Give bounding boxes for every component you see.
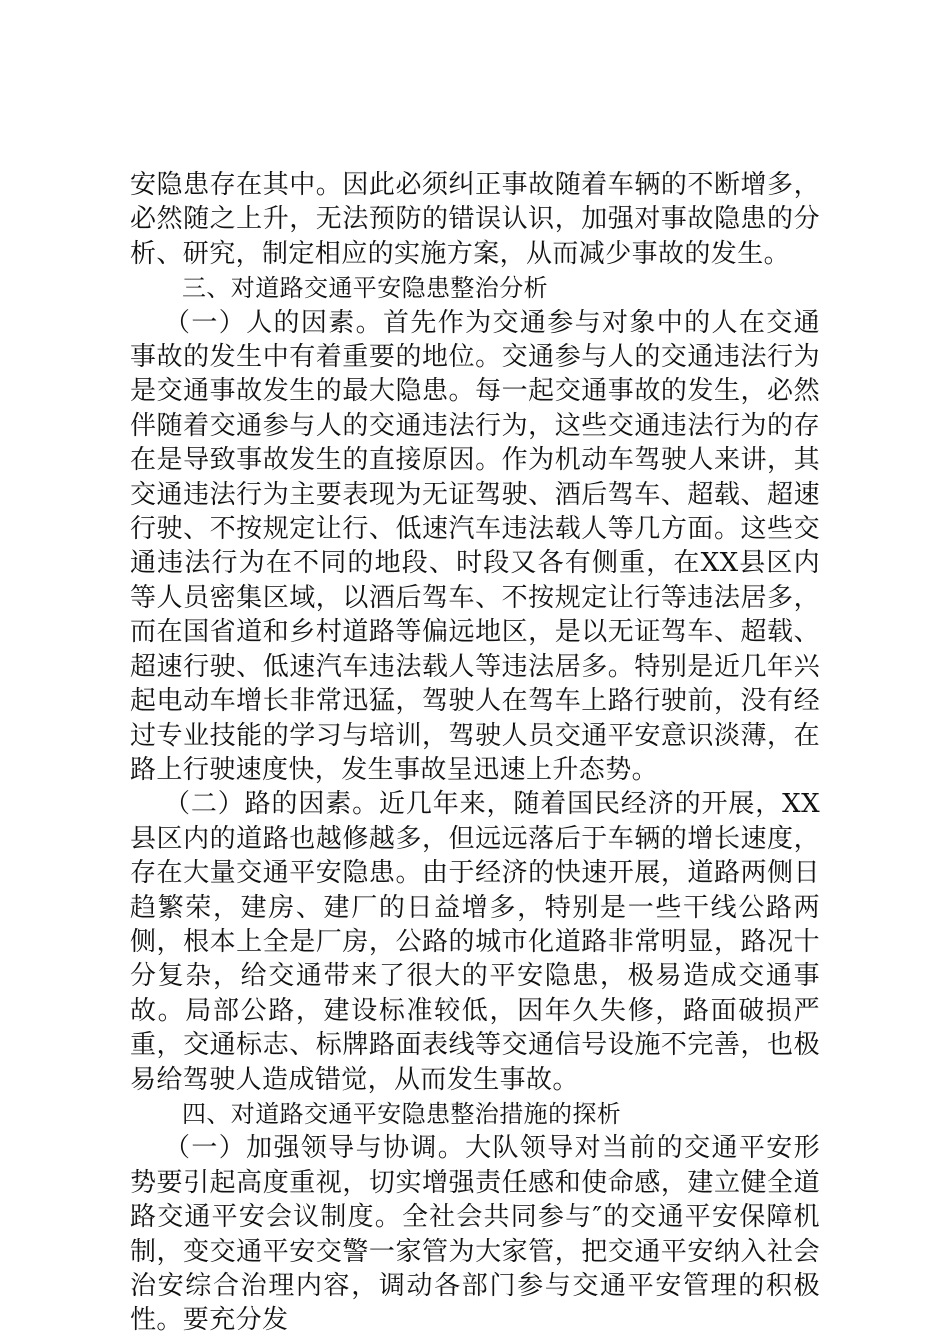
section-heading-3: 三、对道路交通平安隐患整治分析 bbox=[182, 274, 548, 303]
document-body bbox=[130, 168, 820, 1338]
paragraph-continuation: 安隐患存在其中。因此必须纠正事故随着车辆的不断增多，必然随之上升，无法预防的错误认识，加强对事故隐患的分析、研究，制定相应的实施方案，从而减少事故的发生。 bbox=[130, 170, 820, 269]
section-heading-4: 四、对道路交通平安隐患整治措施的探析 bbox=[182, 1099, 622, 1128]
paragraph-road-factor: （二）路的因素。近几年来，随着国民经济的开展，XX县区内的道路也越修越多，但远远落后于车辆的增长速度，存在大量交通平安隐患。由于经济的快速开展，道路两侧日趋繁荣，建房、建厂的日益增多，特别是一些干线公路两侧，根本上全是厂房，公路的城市化道路非常明显，路况十分复杂，给交通带来了很大的平安隐患，极易造成交通事故。局部公路，建设标准较低，因年久失修，路面破损严重，交通标志、标牌路面表线等交通信号设施不完善，也极易给驾驶人造成错觉，从而发生事故。 bbox=[130, 789, 820, 1095]
paragraph-human-factor: （一）人的因素。首先作为交通参与对象中的人在交通事故的发生中有着重要的地位。交通参与人的交通违法行为是交通事故发生的最大隐患。每一起交通事故的发生，必然伴随着交通参与人的交通违法行为，这些交通违法行为的存在是导致事故发生的直接原因。作为机动车驾驶人来讲，其交通违法行为主要表现为无证驾驶、酒后驾车、超载、超速行驶、不按规定让行、低速汽车违法载人等几方面。这些交通违法行为在不同的地段、时段又各有侧重，在XX县区内等人员密集区域，以酒后驾车、不按规定让行等违法居多，而在国省道和乡村道路等偏远地区，是以无证驾车、超载、超速行驶、低速汽车违法载人等违法居多。特别是近几年兴起电动车增长非常迅猛，驾驶人在驾车上路行驶前，没有经过专业技能的学习与培训，驾驶人员交通平安意识淡薄，在路上行驶速度快，发生事故呈迅速上升态势。 bbox=[130, 307, 820, 785]
paragraph-leadership: （一）加强领导与协调。大队领导对当前的交通平安形势要引起高度重视，切实增强责任感和使命感，建立健全道路交通平安会议制度。全社会共同参与″的交通平安保障机制，变交通平安交警一家管为大家管，把交通平安纳入社会治安综合治理内容，调动各部门参与交通平安管理的积极性。要充分发 bbox=[130, 1133, 820, 1336]
